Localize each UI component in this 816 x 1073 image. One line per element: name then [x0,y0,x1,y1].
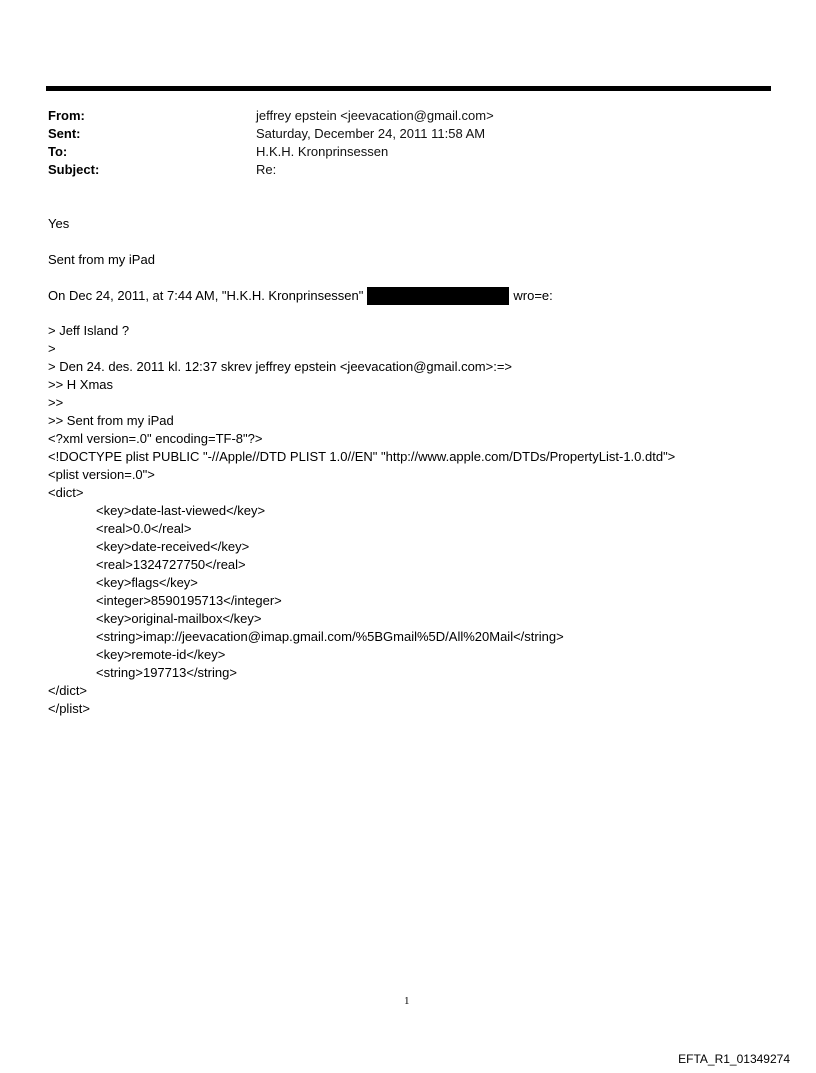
to-value: H.K.H. Kronprinsessen [256,144,389,159]
quoted-line: > Den 24. des. 2011 kl. 12:37 skrev jeffrey epstein <jeevacation@gmail.com>:=> [48,359,513,374]
plist-entry: <integer>8590195713</integer> [96,593,282,608]
plist-entry: <string>imap://jeevacation@imap.gmail.com/%5BGmail%5D/All%20Mail</string> [96,629,564,644]
sent-label: Sent: [48,126,81,141]
quoted-line: >> [48,395,64,410]
plist-entry: <key>flags</key> [96,575,198,590]
plist-entry: <key>date-received</key> [96,539,250,554]
xml-line: <plist version=.0"> [48,467,155,482]
bates-number: EFTA_R1_01349274 [678,1052,790,1066]
quote-intro-before: On Dec 24, 2011, at 7:44 AM, "H.K.H. Kronprinsessen" [48,288,364,303]
page-number: 1 [404,995,410,1007]
reply-text: Yes [48,216,70,231]
plist-entry: <key>original-mailbox</key> [96,611,262,626]
email-header [48,107,494,179]
plist-entry: <string>197713</string> [96,665,237,680]
sent-value: Saturday, December 24, 2011 11:58 AM [256,126,486,141]
quote-intro [48,287,553,305]
xml-line: <!DOCTYPE plist PUBLIC "-//Apple//DTD PLIST 1.0//EN" "http://www.apple.com/DTDs/PropertyList-1.0.dtd"> [48,449,676,464]
quoted-line: >> Sent from my iPad [48,413,174,428]
quote-intro-after: wro=e: [513,288,553,303]
subject-row [48,161,494,179]
to-label: To: [48,144,68,159]
plist-entry: <real>0.0</real> [96,521,192,536]
plist-entry: <key>remote-id</key> [96,647,226,662]
from-value: jeffrey epstein <jeevacation@gmail.com> [256,108,494,123]
header-rule [46,86,771,91]
quoted-line: >> H Xmas [48,377,114,392]
subject-value: Re: [256,162,277,177]
xml-line: </dict> [48,683,88,698]
sent-row [48,125,494,143]
to-row [48,143,494,161]
quoted-line: > [48,341,56,356]
quoted-line: > Jeff Island ? [48,323,130,338]
xml-line: <dict> [48,485,84,500]
xml-line: </plist> [48,701,90,716]
from-label: From: [48,108,85,123]
signature-text: Sent from my iPad [48,252,155,267]
plist-entry: <key>date-last-viewed</key> [96,503,266,518]
subject-label: Subject: [48,162,100,177]
xml-line: <?xml version=.0" encoding=TF-8"?> [48,431,263,446]
plist-entry: <real>1324727750</real> [96,557,246,572]
quoted-message [48,322,675,718]
from-row [48,107,494,125]
redaction-block [367,287,509,305]
